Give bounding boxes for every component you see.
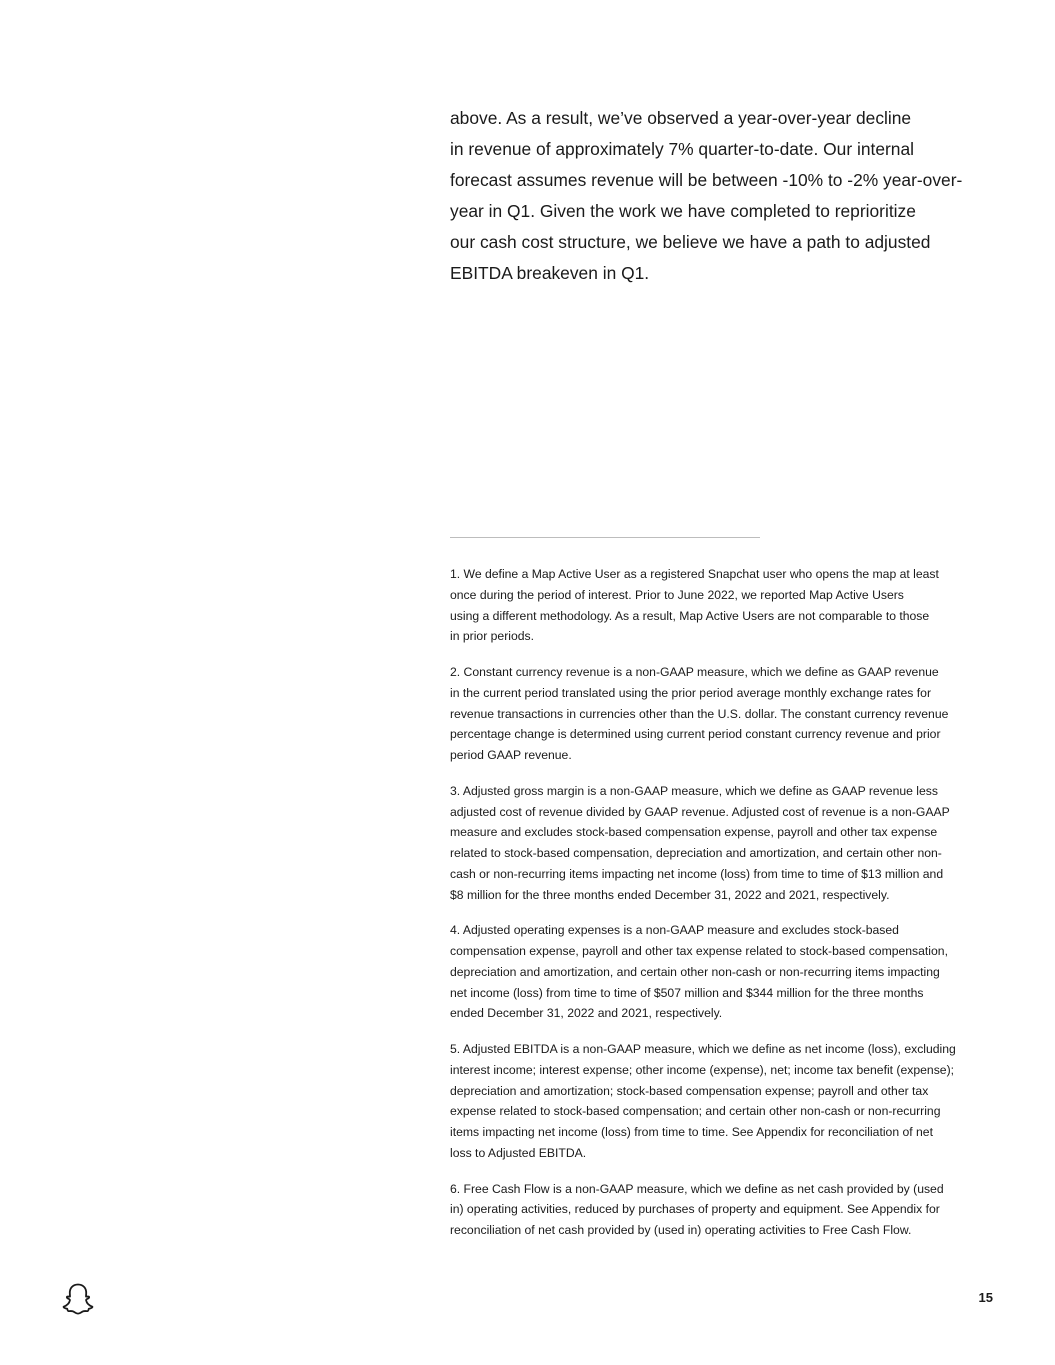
footnote-line: period GAAP revenue.: [450, 748, 572, 762]
footnote-line: depreciation and amortization, and certain other non-cash or non-recurring items impacting: [450, 964, 940, 979]
footnote-2: [450, 662, 1010, 766]
body-line: in revenue of approximately 7% quarter-to-date. Our internal: [450, 139, 914, 159]
footnote-line: items impacting net income (loss) from time to time. See Appendix for reconciliation of net: [450, 1125, 933, 1139]
footnote-6: [450, 1179, 1010, 1241]
footnote-line: in prior periods.: [450, 629, 534, 644]
footnote-line: in) operating activities, reduced by purchases of property and equipment. See Appendix for: [450, 1202, 940, 1217]
footnote-line: compensation expense, payroll and other tax expense related to stock-based compensation,: [450, 944, 948, 958]
body-line: our cash cost structure, we believe we have a path to adjusted: [450, 232, 931, 252]
footnote-line: related to stock-based compensation, depreciation and amortization, and certain other non-: [450, 846, 942, 860]
body-line: above. As a result, we’ve observed a year-over-year decline: [450, 108, 912, 128]
footnote-line: once during the period of interest. Prior to June 2022, we reported Map Active Users: [450, 587, 904, 602]
footnote-line: reconciliation of net cash provided by (used in) operating activities to Free Cash Flow.: [450, 1223, 912, 1237]
footnote-1: [450, 564, 1010, 647]
body-line: forecast assumes revenue will be between -10% to -2% year-over-: [450, 170, 963, 190]
footnote-line: depreciation and amortization; stock-based compensation expense; payroll and other tax: [450, 1083, 929, 1098]
footnote-divider: [450, 537, 760, 538]
body-line: EBITDA breakeven in Q1.: [450, 263, 650, 283]
footnotes-section: [450, 564, 1010, 1256]
footnote-line: cash or non-recurring items impacting net income (loss) from time to time of $13 million and: [450, 866, 944, 881]
page-number: 15: [978, 1290, 993, 1305]
snapchat-ghost-icon: [61, 1282, 95, 1316]
footnote-line: expense related to stock-based compensation; and certain other non-cash or non-recurring: [450, 1104, 941, 1119]
footnote-line: net income (loss) from time to time of $507 million and $344 million for the three months: [450, 985, 924, 1000]
footnote-line: $8 million for the three months ended December 31, 2022 and 2021, respectively.: [450, 887, 890, 902]
footnote-3: [450, 781, 1010, 906]
footnote-line: measure and excludes stock-based compensation expense, payroll and other tax expense: [450, 825, 938, 840]
body-paragraph: [450, 103, 1010, 289]
footnote-line: ended December 31, 2022 and 2021, respectively.: [450, 1006, 723, 1021]
footnote-line: 3. Adjusted gross margin is a non-GAAP measure, which we define as GAAP revenue less: [450, 783, 938, 798]
body-line: year in Q1. Given the work we have completed to reprioritize: [450, 201, 916, 221]
footnote-line: interest income; interest expense; other income (expense), net; income tax benefit (expense);: [450, 1062, 955, 1077]
footnote-line: revenue transactions in currencies other than the U.S. dollar. The constant currency revenue: [450, 706, 949, 721]
footnote-line: 5. Adjusted EBITDA is a non-GAAP measure, which we define as net income (loss), excluding: [450, 1042, 956, 1056]
footnote-line: adjusted cost of revenue divided by GAAP revenue. Adjusted cost of revenue is a non-GAAP: [450, 804, 950, 819]
footnote-4: [450, 920, 1010, 1024]
footnote-line: percentage change is determined using current period constant currency revenue and prior: [450, 727, 941, 742]
footnote-line: 4. Adjusted operating expenses is a non-GAAP measure and excludes stock-based: [450, 923, 899, 938]
footnote-line: 1. We define a Map Active User as a registered Snapchat user who opens the map at least: [450, 567, 939, 581]
footnote-line: 2. Constant currency revenue is a non-GAAP measure, which we define as GAAP revenue: [450, 665, 939, 679]
footnote-line: loss to Adjusted EBITDA.: [450, 1145, 587, 1160]
footnote-line: in the current period translated using the prior period average monthly exchange rates for: [450, 685, 932, 700]
footnote-5: [450, 1039, 1010, 1164]
footnote-line: using a different methodology. As a result, Map Active Users are not comparable to those: [450, 608, 930, 623]
footnote-line: 6. Free Cash Flow is a non-GAAP measure, which we define as net cash provided by (used: [450, 1181, 944, 1196]
